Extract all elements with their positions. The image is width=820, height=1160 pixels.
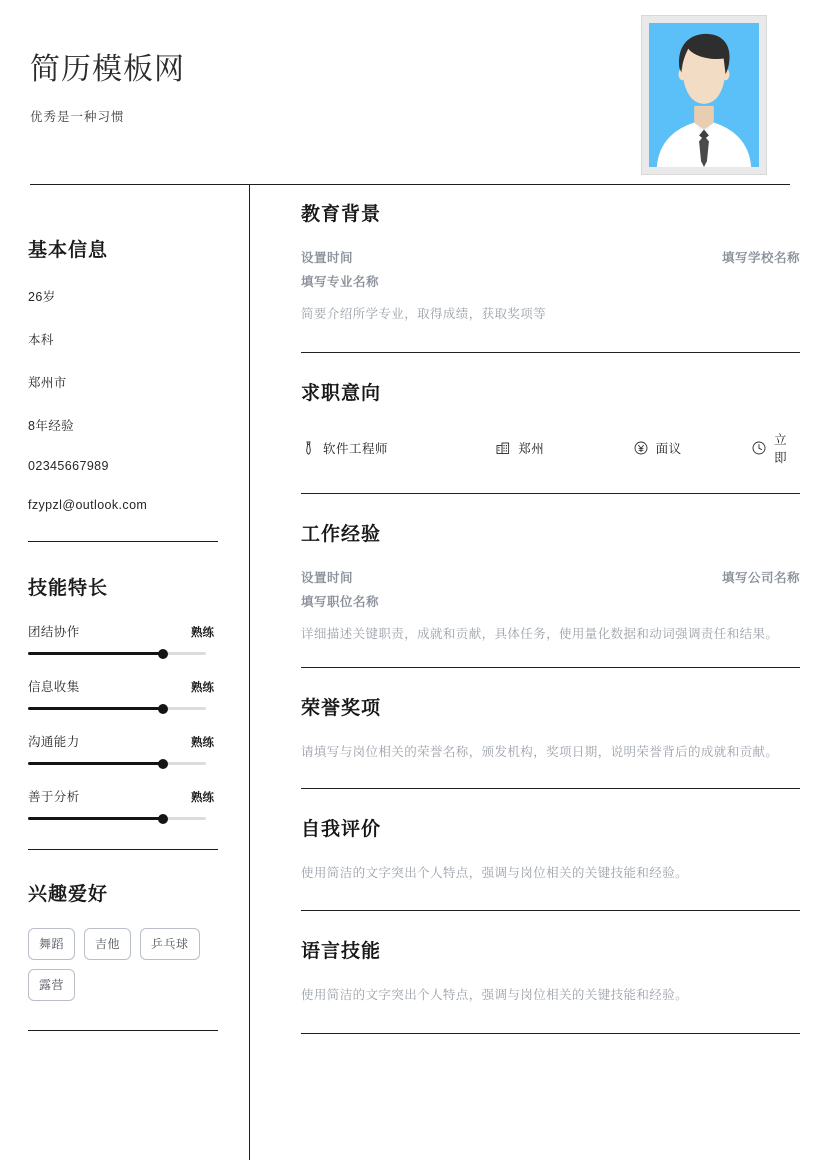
work-heading: 工作经验 [301,523,382,545]
hobby-tag[interactable]: 吉他 [84,928,131,960]
resume-header [0,0,820,184]
skill-slider-knob[interactable] [158,704,168,714]
skill-slider-fill [28,652,163,655]
skill-slider-fill [28,707,163,710]
skill-level: 熟练 [191,682,214,694]
education-major: 填写专业名称 [301,275,380,289]
section-honors [301,668,800,789]
hobby-tag-list [28,928,213,1001]
honors-heading: 荣誉奖项 [301,698,382,719]
work-description: 详细描述关键职责，成就和贡献，具体任务，使用量化数据和动词强调责任和结果。 [301,626,779,641]
intention-availability-label: 立即 [774,432,788,465]
skill-slider[interactable] [28,707,206,710]
skill-slider[interactable] [28,762,206,765]
education-period: 设置时间 [301,251,354,265]
basic-info-item-email: fzypzl@outlook.com [28,498,148,512]
section-job-intention [301,353,800,494]
basic-info-item-phone: 02345667989 [28,459,109,473]
section-education [301,185,800,353]
intention-position-label: 软件工程师 [323,441,389,456]
skill-row [28,732,220,765]
skill-slider-knob[interactable] [158,649,168,659]
intention-item-city [496,439,633,457]
intention-heading: 求职意向 [301,382,382,404]
intention-item-position [301,439,496,457]
hobby-tag[interactable]: 舞蹈 [28,928,75,960]
sidebar [28,185,220,1031]
skill-label-line [28,787,220,805]
sidebar-section-hobbies [28,850,220,1031]
basic-info-item-experience: 8年经验 [28,419,75,433]
language-heading: 语言技能 [301,941,382,962]
honors-description: 请填写与岗位相关的荣誉名称，颁发机构，奖项日期，说明荣誉背后的成就和贡献。 [301,745,779,759]
avatar-frame [641,15,767,175]
intention-salary-label: 面议 [655,441,682,456]
skill-label-line [28,732,220,750]
skill-name: 善于分析 [28,790,80,804]
intention-item-salary [634,439,753,457]
skills-heading: 技能特长 [28,578,109,599]
intention-city-label: 郑州 [518,441,545,456]
language-description: 使用简洁的文字突出个人特点，强调与岗位相关的关键技能和经验。 [301,988,689,1002]
basic-info-heading: 基本信息 [28,240,109,261]
tie-icon [301,441,315,455]
skill-row [28,677,220,710]
hobby-tag[interactable]: 露营 [28,969,75,1001]
yen-circle-icon [634,441,648,455]
skill-slider-knob[interactable] [158,759,168,769]
building-icon [496,441,510,455]
self-evaluation-description: 使用简洁的文字突出个人特点，强调与岗位相关的关键技能和经验。 [301,865,689,880]
skill-level: 熟练 [191,792,214,804]
skill-slider[interactable] [28,817,206,820]
basic-info-item-education: 本科 [28,333,54,347]
work-company: 填写公司名称 [721,570,800,585]
work-period: 设置时间 [301,570,354,585]
education-description: 简要介绍所学专业，取得成绩，获取奖项等 [301,307,547,321]
skill-name: 团结协作 [28,625,80,639]
column-divider [249,185,250,1160]
skill-level: 熟练 [191,627,214,639]
page-title: 简历模板网 [30,53,185,86]
education-heading: 教育背景 [301,204,382,225]
section-divider-language [301,1033,800,1034]
sidebar-section-skills [28,542,220,850]
skill-level: 熟练 [191,737,214,749]
education-school: 填写学校名称 [721,251,800,265]
section-work-experience [301,494,800,669]
work-entry-row [301,568,800,586]
main-column [301,185,800,1034]
skill-label-line [28,622,220,640]
header-text-group [30,52,185,125]
hobby-tag[interactable]: 乒乓球 [140,928,200,960]
skill-row [28,787,220,820]
basic-info-item-age: 26岁 [28,290,56,304]
avatar [649,23,759,167]
clock-icon [752,441,766,455]
skill-slider-fill [28,817,163,820]
skill-row [28,622,220,655]
education-entry-row [301,248,800,266]
sidebar-section-basic-info [28,185,220,542]
section-self-evaluation [301,789,800,912]
skill-name: 信息收集 [28,680,80,694]
skill-slider[interactable] [28,652,206,655]
skill-label-line [28,677,220,695]
section-language-skills [301,911,800,1034]
basic-info-item-city: 郑州市 [28,376,67,390]
page-slogan: 优秀是一种习惯 [30,110,125,124]
intention-item-availability [752,430,800,466]
skill-name: 沟通能力 [28,735,80,749]
skill-slider-knob[interactable] [158,814,168,824]
sidebar-divider-3 [28,1030,218,1031]
hobbies-heading: 兴趣爱好 [28,884,109,905]
skill-slider-fill [28,762,163,765]
avatar-illustration-icon [649,23,759,167]
work-position: 填写职位名称 [301,594,380,609]
self-evaluation-heading: 自我评价 [301,818,382,840]
intention-item-list [301,430,800,466]
